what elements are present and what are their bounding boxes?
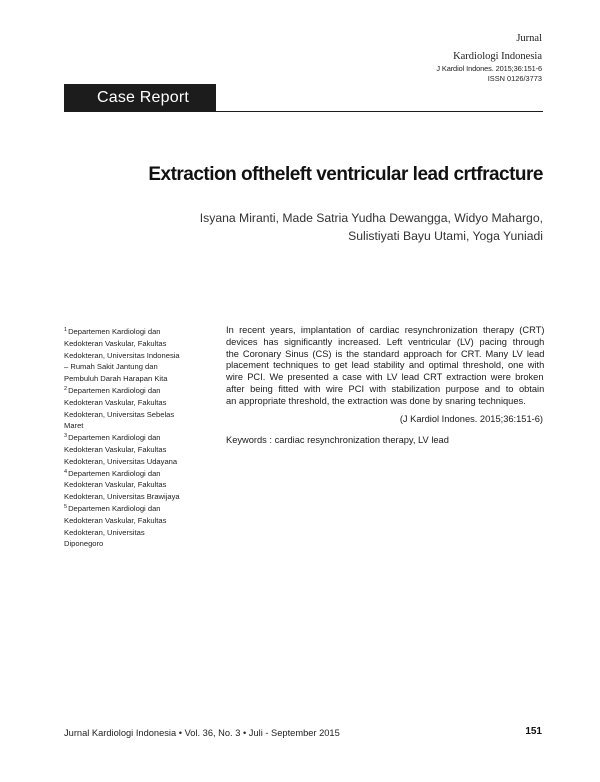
- authors-line-2: Sulistiyati Bayu Utami, Yoga Yuniadi: [348, 229, 543, 243]
- keywords: Keywords : cardiac resynchronization therapy, LV lead: [226, 435, 449, 445]
- affiliation-number: 4: [64, 468, 68, 475]
- affiliation-line: Departemen Kardiologi dan: [68, 327, 161, 336]
- affiliation-line: Pembuluh Darah Harapan Kita: [64, 374, 168, 384]
- affiliation-line: Kedokteran Vaskular, Fakultas: [64, 480, 167, 490]
- journal-word: Jurnal: [516, 33, 542, 44]
- affiliation-line: Departemen Kardiologi dan: [68, 468, 161, 478]
- affiliation-item: [64, 385, 204, 432]
- affiliation-line: Departemen Kardiologi dan: [68, 503, 161, 513]
- page-number: 151: [525, 726, 542, 737]
- footer-journal-info: Jurnal Kardiologi Indonesia • Vol. 36, No. 3 • Juli - September 2015: [64, 728, 340, 738]
- affiliation-line: Kedokteran, Universitas: [64, 527, 145, 537]
- affiliation-number: 5: [64, 503, 68, 510]
- affiliation-line: Kedokteran Vaskular, Fakultas: [64, 397, 167, 407]
- affiliation-item: [64, 503, 204, 550]
- affiliation-line: Departemen Kardiologi dan: [68, 385, 161, 395]
- affiliation-line: Maret: [64, 421, 84, 431]
- citation: (J Kardiol Indones. 2015;36:151-6): [399, 414, 543, 424]
- affiliation-line: Kedokteran, Universitas Sebelas: [64, 409, 175, 419]
- abstract-line: the Coronary Sinus (CS) is the standard approach for CRT. Many LV lead: [226, 348, 545, 359]
- abstract-line: In recent years, implantation of cardiac resynchronization therapy (CRT): [226, 325, 545, 335]
- article-title: Extraction oftheleft ventricular lead crtfracture: [148, 164, 543, 185]
- abstract-line: wire PCI. We presented a case with LV lead CRT extraction were broken: [226, 372, 544, 383]
- affiliation-line: Kedokteran, Universitas Udayana: [64, 456, 178, 466]
- affiliation-item: [64, 468, 204, 503]
- section-label: Case Report: [64, 84, 216, 112]
- affiliation-line: Diponegoro: [64, 539, 104, 549]
- affiliation-number: 3: [64, 433, 68, 440]
- author-list: [123, 209, 543, 245]
- affiliation-line: – Rumah Sakit Jantung dan: [64, 362, 158, 372]
- journal-reference: J Kardiol Indones. 2015;36:151-6: [436, 64, 542, 73]
- affiliation-number: 2: [64, 385, 68, 392]
- abstract: [226, 325, 544, 408]
- journal-masthead: [436, 32, 542, 84]
- journal-issn: ISSN 0126/3773: [487, 74, 542, 83]
- authors-line-1: Isyana Miranti, Made Satria Yudha Dewangga, Widyo Mahargo,: [199, 211, 543, 225]
- affiliation-item: [64, 326, 204, 385]
- header-divider: [216, 111, 543, 112]
- affiliation-line: Kedokteran Vaskular, Fakultas: [64, 444, 167, 454]
- affiliation-line: Kedokteran Vaskular, Fakultas: [64, 515, 167, 525]
- journal-name: Kardiologi Indonesia: [453, 51, 542, 62]
- affiliation-item: [64, 432, 204, 467]
- affiliation-line: Kedokteran, Universitas Brawijaya: [64, 492, 180, 502]
- affiliation-number: 1: [64, 327, 68, 333]
- affiliations: [64, 326, 204, 550]
- abstract-line: after being fitted with wire PCI with stabilization purpose and to obtain: [226, 383, 545, 394]
- affiliation-line: Kedokteran, Universitas Indonesia: [64, 350, 180, 360]
- affiliation-line: Kedokteran Vaskular, Fakultas: [64, 338, 167, 348]
- abstract-line: placement techniques to get lead stability and optimal threshold, one with: [226, 360, 545, 371]
- affiliation-line: Departemen Kardiologi dan: [68, 433, 161, 443]
- abstract-line: an appropriate threshold, the extraction was done by snaring techniques.: [226, 395, 526, 406]
- abstract-line: devices has significantly increased. Left ventricular (LV) pacing through: [226, 336, 545, 347]
